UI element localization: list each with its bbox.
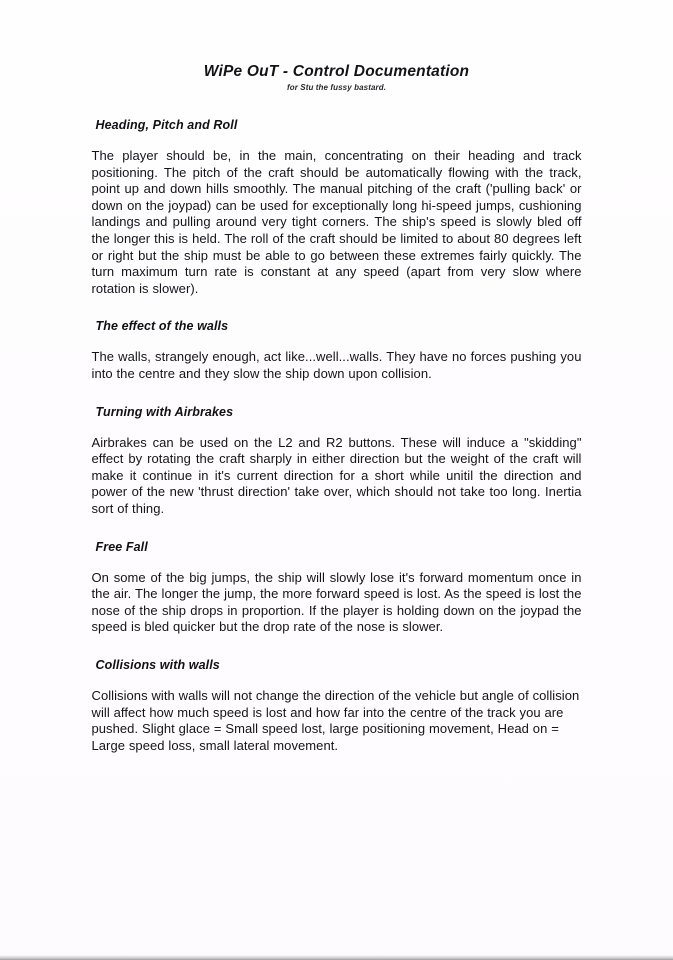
section-heading-label: Free Fall — [95, 539, 148, 554]
section-free-fall — [92, 540, 582, 636]
section-heading-label: Collisions with walls — [95, 657, 220, 672]
page-title: WiPe OuT - Control Documentation — [203, 63, 470, 80]
page-subtitle: for Stu the fussy bastard. — [286, 83, 387, 93]
body-column — [92, 118, 582, 754]
section-heading-pitch-and-roll — [92, 118, 582, 297]
scan-edge-shadow — [0, 955, 673, 960]
section-collisions-with-walls — [92, 658, 582, 754]
section-heading-label: Turning with Airbrakes — [95, 404, 234, 419]
section-paragraph: On some of the big jumps, the ship will slowly lose it's forward momentum once in the air. The longer the jump, the more forward speed is lost. As the speed is lost the nose of the ship drops in proportion. If the player is holding down on the joypad the speed is bled quicker but the drop rate of the nose is slower. — [91, 569, 582, 635]
title-block — [0, 63, 673, 92]
section-heading-label: The effect of the walls — [95, 319, 229, 334]
section-paragraph: The walls, strangely enough, act like...well...walls. They have no forces pushing you into the centre and they slow the ship down upon collision. — [91, 349, 582, 381]
section-effect-of-the-walls — [92, 319, 582, 382]
section-paragraph: Collisions with walls will not change the direction of the vehicle but angle of collision will affect how much speed is lost and how far into the centre of the track you are pushed. Slight glace = Small speed lost, large positioning movement, Head on = Large speed loss, small lateral movement. — [91, 687, 580, 753]
section-heading-label: Heading, Pitch and Roll — [95, 118, 238, 133]
section-turning-with-airbrakes — [92, 405, 582, 518]
section-paragraph: Airbrakes can be used on the L2 and R2 buttons. These will induce a "skidding" effect by rotating the craft sharply in either direction but the weight of the craft will make it continue in it's current direction for a short while unitil the direction and power of the new 'thrust direction' take over, which should not take too long. Inertia sort of thing. — [91, 434, 582, 516]
section-paragraph: The player should be, in the main, concentrating on their heading and track positioning. The pitch of the craft should be automatically flowing with the track, point up and down hills smoothly. The manual pitching of the craft ('pulling back' or down on the joypad) can be used for exceptionally long hi-speed jumps, cushioning landings and pulling around very tight corners. The ship's speed is slowly bled off the longer this is held. The roll of the craft should be limited to about 80 degrees left or right but the ship must be able to go between these extremes fairly quickly. The turn maximum turn rate is constant at any speed (apart from very slow where rotation is slower). — [91, 148, 582, 296]
